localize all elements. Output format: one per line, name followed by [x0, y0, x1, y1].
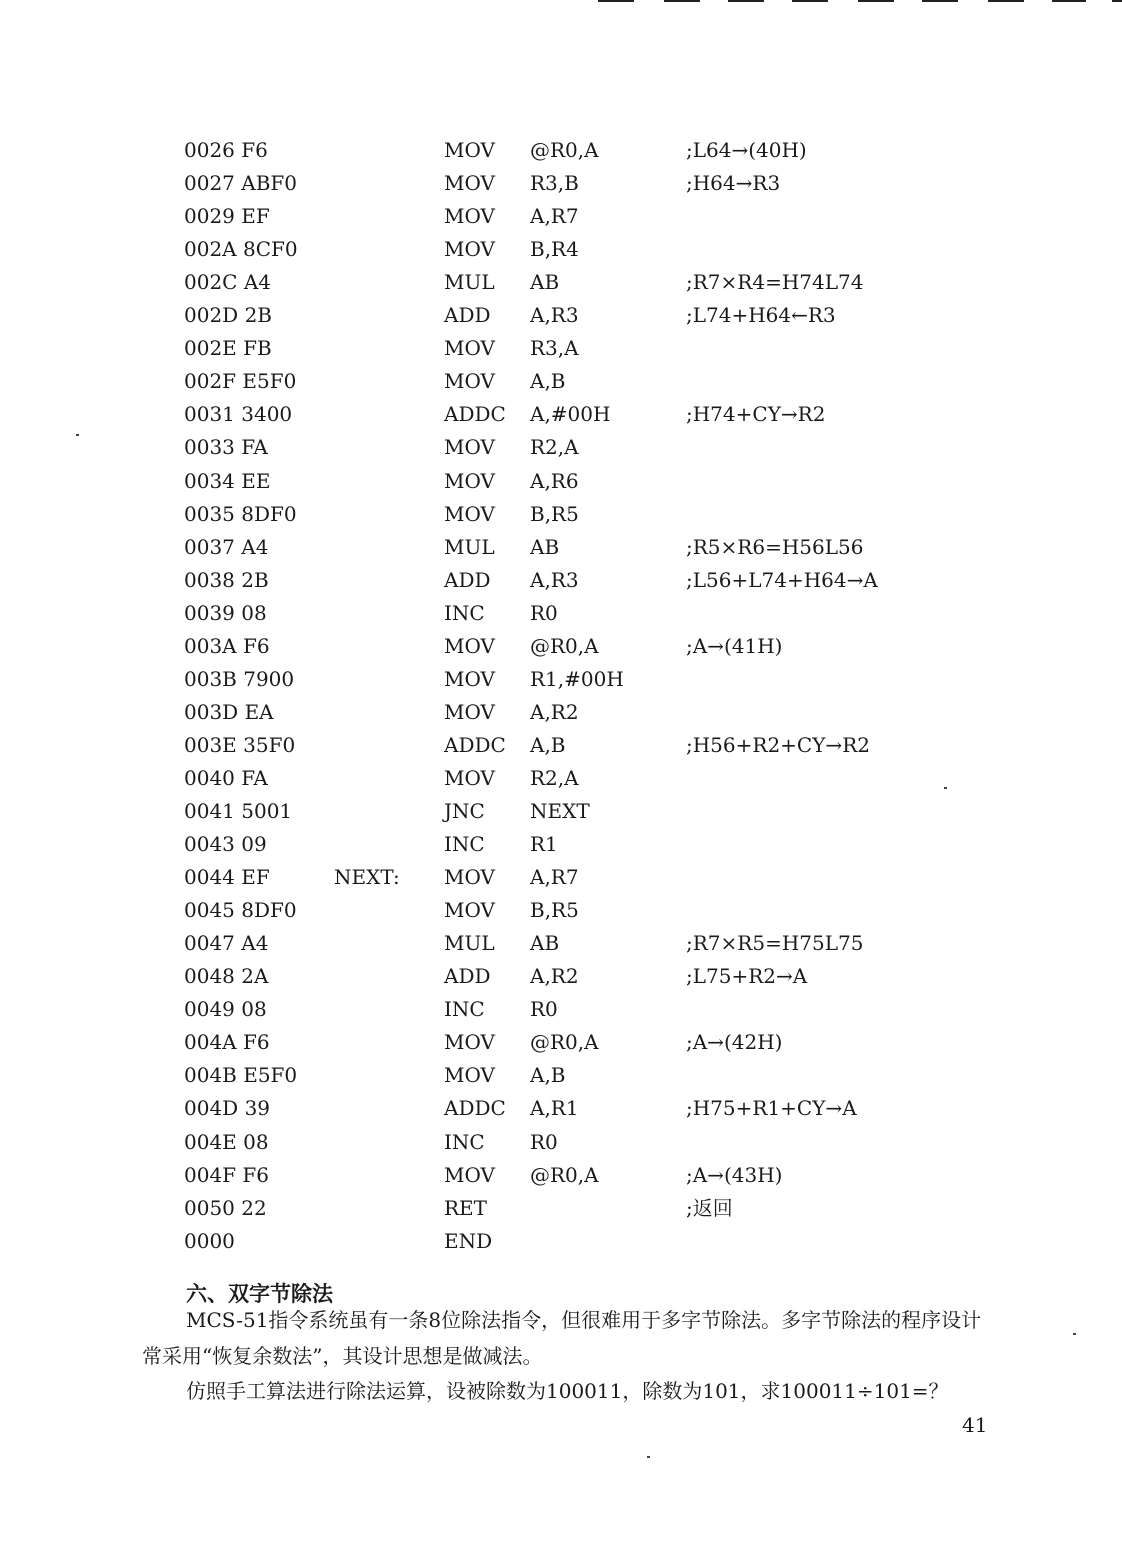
- mnemonic: MOV: [444, 369, 495, 394]
- code-line: [0, 1026, 1122, 1059]
- address-opcode: 0040 FA: [184, 765, 268, 790]
- address-opcode: 0038 2B: [184, 567, 269, 592]
- code-line: [0, 729, 1122, 762]
- code-line: [0, 299, 1122, 332]
- operand: A,R1: [530, 1096, 579, 1121]
- comment: ;A→(42H): [686, 1030, 783, 1055]
- top-rule: [598, 0, 634, 2]
- code-line: [0, 266, 1122, 299]
- address-opcode: 0044 EF: [184, 865, 270, 890]
- mnemonic: RET: [444, 1195, 487, 1220]
- address-opcode: 0041 5001: [184, 799, 293, 823]
- operand: A,R7: [530, 204, 579, 229]
- address-opcode: 002F E5F0: [184, 369, 297, 394]
- comment: ;返回: [686, 1195, 733, 1220]
- mnemonic: MOV: [444, 865, 495, 890]
- operand: AB: [530, 534, 560, 559]
- address-opcode: 0026 F6: [184, 138, 268, 162]
- mnemonic: MOV: [444, 699, 495, 724]
- address-opcode: 0027 ABF0: [184, 171, 297, 196]
- comment: ;L64→(40H): [686, 138, 807, 162]
- mnemonic: MOV: [444, 171, 495, 196]
- code-line: [0, 167, 1122, 200]
- operand: B,R5: [530, 898, 579, 923]
- top-rule: [858, 0, 894, 2]
- code-line: [0, 630, 1122, 663]
- comment: ;H56+R2+CY→R2: [686, 732, 870, 757]
- code-line: [0, 465, 1122, 498]
- paragraph-line: MCS-51指令系统虽有一条8位除法指令，但很难用于多字节除法。多字节除法的程序设计: [186, 1308, 982, 1332]
- code-line: [0, 1192, 1122, 1225]
- comment: ;H75+R1+CY→A: [686, 1096, 857, 1121]
- top-rule: [664, 0, 700, 2]
- mnemonic: MOV: [444, 1162, 495, 1187]
- address-opcode: 002A 8CF0: [184, 237, 298, 262]
- operand: R1,#00H: [530, 666, 624, 691]
- operand: A,R2: [530, 964, 579, 989]
- code-line: [0, 663, 1122, 696]
- address-opcode: 004E 08: [184, 1129, 269, 1154]
- operand: R2,A: [530, 765, 579, 790]
- address-opcode: 004D 39: [184, 1096, 271, 1121]
- operand: B,R5: [530, 501, 579, 526]
- code-line: [0, 564, 1122, 597]
- code-line: [0, 993, 1122, 1026]
- operand: A,R3: [530, 567, 579, 592]
- code-line: [0, 200, 1122, 233]
- mnemonic: INC: [444, 1129, 485, 1154]
- mnemonic: MOV: [444, 501, 495, 526]
- operand: B,R4: [530, 237, 579, 262]
- operand: @R0,A: [530, 633, 599, 658]
- top-rule: [1052, 0, 1086, 2]
- mnemonic: MOV: [444, 666, 495, 691]
- address-opcode: 0029 EF: [184, 204, 270, 229]
- address-opcode: 0031 3400: [184, 402, 293, 427]
- operand: R3,A: [530, 336, 579, 361]
- address-opcode: 004B E5F0: [184, 1063, 298, 1088]
- address-opcode: 004F F6: [184, 1162, 270, 1187]
- code-line: [0, 828, 1122, 861]
- paragraph-line: 常采用“恢复余数法”，其设计思想是做减法。: [142, 1344, 543, 1368]
- operand: A,B: [530, 369, 566, 394]
- code-line: [0, 1092, 1122, 1125]
- address-opcode: 0033 FA: [184, 435, 268, 460]
- address-opcode: 0000: [184, 1228, 235, 1253]
- operand: A,R6: [530, 468, 579, 493]
- comment: ;L74+H64←R3: [686, 303, 836, 328]
- code-line: [0, 597, 1122, 630]
- operand: R3,B: [530, 171, 579, 196]
- code-line: [0, 1059, 1122, 1092]
- mnemonic: END: [444, 1228, 493, 1253]
- operand: A,#00H: [530, 402, 611, 427]
- code-line: [0, 332, 1122, 365]
- mnemonic: ADDC: [444, 402, 506, 427]
- mnemonic: ADD: [444, 964, 491, 989]
- code-line: [0, 398, 1122, 431]
- mnemonic: INC: [444, 600, 485, 625]
- top-rule: [1112, 0, 1122, 2]
- scan-speck: [647, 1456, 650, 1458]
- comment: ;R7×R4=H74L74: [686, 270, 864, 295]
- code-line: [0, 498, 1122, 531]
- address-opcode: 004A F6: [184, 1030, 270, 1055]
- address-opcode: 0050 22: [184, 1195, 267, 1220]
- operand: AB: [530, 931, 560, 956]
- code-line: [0, 762, 1122, 795]
- top-rule: [728, 0, 764, 2]
- comment: ;R7×R5=H75L75: [686, 931, 864, 956]
- top-rule: [922, 0, 958, 2]
- operand: @R0,A: [530, 1030, 599, 1055]
- code-line: [0, 696, 1122, 729]
- code-line: [0, 365, 1122, 398]
- address-opcode: 0049 08: [184, 997, 267, 1022]
- operand: A,R7: [530, 865, 579, 890]
- code-line: [0, 1225, 1122, 1258]
- address-opcode: 0037 A4: [184, 534, 269, 559]
- operand: A,R3: [530, 303, 579, 328]
- operand: R0: [530, 1129, 558, 1154]
- mnemonic: JNC: [444, 799, 485, 823]
- code-line: [0, 233, 1122, 266]
- comment: ;L75+R2→A: [686, 964, 808, 989]
- mnemonic: MOV: [444, 237, 495, 262]
- line-label: NEXT:: [334, 865, 400, 890]
- address-opcode: 003E 35F0: [184, 732, 296, 757]
- address-opcode: 0034 EE: [184, 468, 271, 493]
- mnemonic: MUL: [444, 534, 495, 559]
- address-opcode: 002C A4: [184, 270, 272, 295]
- operand: NEXT: [530, 799, 590, 823]
- scan-speck: [1073, 1333, 1076, 1335]
- address-opcode: 002D 2B: [184, 303, 272, 328]
- mnemonic: INC: [444, 997, 485, 1022]
- mnemonic: MOV: [444, 336, 495, 361]
- operand: R1: [530, 832, 558, 857]
- code-line: [0, 927, 1122, 960]
- operand: R0: [530, 600, 558, 625]
- code-line: [0, 894, 1122, 927]
- operand: AB: [530, 270, 560, 295]
- mnemonic: ADD: [444, 567, 491, 592]
- page-number: 41: [962, 1413, 988, 1437]
- mnemonic: MUL: [444, 270, 495, 295]
- operand: A,B: [530, 732, 566, 757]
- code-line: [0, 531, 1122, 564]
- mnemonic: MUL: [444, 931, 495, 956]
- operand: A,B: [530, 1063, 566, 1088]
- mnemonic: MOV: [444, 1030, 495, 1055]
- comment: ;R5×R6=H56L56: [686, 534, 864, 559]
- code-line: [0, 134, 1122, 167]
- mnemonic: MOV: [444, 633, 495, 658]
- address-opcode: 002E FB: [184, 336, 272, 361]
- mnemonic: MOV: [444, 435, 495, 460]
- address-opcode: 0048 2A: [184, 964, 269, 989]
- top-rule: [988, 0, 1024, 2]
- mnemonic: MOV: [444, 204, 495, 229]
- mnemonic: MOV: [444, 898, 495, 923]
- operand: A,R2: [530, 699, 579, 724]
- mnemonic: INC: [444, 832, 485, 857]
- operand: R0: [530, 997, 558, 1022]
- section-title: 六、双字节除法: [186, 1282, 333, 1306]
- code-line: [0, 795, 1122, 828]
- comment: ;A→(41H): [686, 633, 783, 658]
- mnemonic: MOV: [444, 138, 495, 162]
- address-opcode: 0045 8DF0: [184, 898, 297, 923]
- address-opcode: 0047 A4: [184, 931, 269, 956]
- comment: ;A→(43H): [686, 1162, 783, 1187]
- address-opcode: 0035 8DF0: [184, 501, 297, 526]
- comment: ;H64→R3: [686, 171, 781, 196]
- operand: @R0,A: [530, 1162, 599, 1187]
- mnemonic: MOV: [444, 765, 495, 790]
- address-opcode: 0039 08: [184, 600, 267, 625]
- comment: ;H74+CY→R2: [686, 402, 826, 427]
- address-opcode: 0043 09: [184, 832, 267, 857]
- top-rule: [792, 0, 828, 2]
- mnemonic: ADDC: [444, 1096, 506, 1121]
- mnemonic: MOV: [444, 1063, 495, 1088]
- code-line: [0, 431, 1122, 464]
- mnemonic: ADDC: [444, 732, 506, 757]
- code-line: [0, 960, 1122, 993]
- operand: @R0,A: [530, 138, 599, 162]
- operand: R2,A: [530, 435, 579, 460]
- address-opcode: 003B 7900: [184, 666, 295, 691]
- mnemonic: MOV: [444, 468, 495, 493]
- mnemonic: ADD: [444, 303, 491, 328]
- address-opcode: 003D EA: [184, 699, 274, 724]
- code-line: [0, 861, 1122, 894]
- code-line: [0, 1159, 1122, 1192]
- paragraph-line: 仿照手工算法进行除法运算，设被除数为100011，除数为101，求100011÷101=？: [186, 1379, 949, 1403]
- code-line: [0, 1126, 1122, 1159]
- address-opcode: 003A F6: [184, 633, 270, 658]
- comment: ;L56+L74+H64→A: [686, 567, 878, 592]
